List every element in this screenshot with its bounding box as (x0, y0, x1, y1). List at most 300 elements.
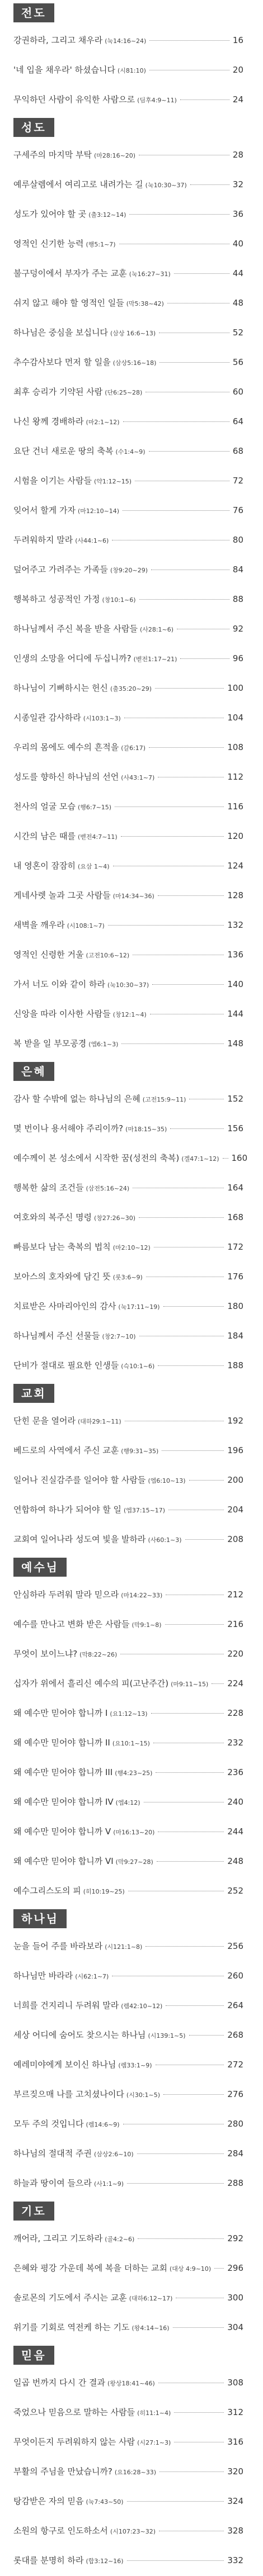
toc-entry[interactable] (13, 1580, 243, 1610)
entry-title: 불구덩이에서 부자가 주는 교훈 (13, 268, 127, 278)
dot-leader (158, 1365, 224, 1366)
toc-entry[interactable] (13, 26, 243, 55)
entry-scripture-ref: (사60:1~3) (148, 1536, 182, 1544)
dot-leader (173, 2327, 224, 2328)
entry-title: 일곱 번까지 다시 간 결과 (13, 2378, 105, 2388)
toc-entry[interactable] (13, 1728, 243, 1758)
toc-entry[interactable] (13, 348, 243, 377)
entry-title: 몇 번이나 용서해야 주리이까? (13, 1123, 124, 1133)
entry-page-number: 116 (227, 801, 243, 812)
entry-scripture-ref: (마14:22~33) (121, 1592, 163, 1599)
toc-entry[interactable] (13, 999, 243, 1029)
entry-scripture-ref: (마16:13~20) (113, 1829, 155, 1836)
toc-entry[interactable] (13, 703, 243, 733)
entry-page-number: 84 (232, 564, 243, 575)
toc-entry[interactable] (13, 407, 243, 437)
entry-page-number: 212 (227, 1590, 243, 1600)
entry-scripture-ref: (창9:20~29) (110, 567, 148, 574)
toc-entry[interactable] (13, 585, 243, 614)
entry-scripture-ref: (엡6:10~13) (148, 1477, 186, 1484)
entry-title: 탕감받은 자의 믿음 (13, 2496, 84, 2506)
entry-title: 치료받은 사마리아인의 감사 (13, 1301, 116, 1311)
entry-list (13, 1932, 243, 2198)
toc-entry[interactable] (13, 2313, 243, 2342)
toc-entry[interactable] (13, 288, 243, 318)
toc-entry[interactable] (13, 1847, 243, 1876)
entry-page-number: 236 (227, 1767, 243, 1777)
dot-leader (158, 895, 224, 896)
entry-scripture-ref: (마2:10~12) (112, 1244, 151, 1251)
entry-title: 가서 너도 이와 같이 하라 (13, 979, 105, 989)
entry-scripture-ref: (마18:15~35) (125, 1126, 167, 1133)
entry-scripture-ref: (왕4:14~16) (132, 2324, 170, 2332)
entry-page-number: 168 (227, 1212, 243, 1222)
entry-title: 왜 예수만 믿어야 합니까 I (13, 1708, 108, 1718)
entry-page-number: 200 (227, 1475, 243, 1485)
entry-page-number: 216 (227, 1619, 243, 1629)
toc-entry[interactable] (13, 525, 243, 555)
entry-scripture-ref: (창27:26~30) (93, 1215, 136, 1222)
toc-entry[interactable] (13, 1262, 243, 1292)
entry-scripture-ref: (막9:1~8) (132, 1621, 162, 1629)
entry-page-number: 208 (227, 1534, 243, 1544)
entry-title: 세상 어디에 숨어도 찾으시는 하나님 (13, 2030, 146, 2040)
dot-leader (189, 1480, 224, 1481)
entry-title: 예루살렘에서 여리고로 내려가는 길 (13, 179, 143, 189)
toc-entry[interactable] (13, 644, 243, 673)
entry-title: 하나님께서 주신 선물들 (13, 1331, 100, 1341)
toc-section (0, 1906, 263, 2198)
entry-page-number: 196 (227, 1445, 243, 1455)
entry-title: 단힌 문을 열어라 (13, 1416, 76, 1426)
entry-page-number: 100 (227, 683, 243, 693)
entry-page-number: 296 (227, 2263, 243, 2273)
entry-title: 하나님의 절대적 주권 (13, 2148, 92, 2158)
toc-entry[interactable] (13, 1787, 243, 1817)
entry-page-number: 44 (232, 268, 243, 278)
dot-leader (151, 1713, 224, 1714)
entry-title: 행복한 삶의 조건들 (13, 1183, 84, 1193)
dot-leader (180, 99, 229, 100)
dot-leader (212, 1683, 224, 1684)
entry-page-number: 244 (227, 1827, 243, 1837)
entry-scripture-ref: (대상 4:9~10) (169, 2265, 212, 2273)
entry-list (13, 2368, 243, 2575)
toc-entry[interactable] (13, 1029, 243, 1059)
entry-page-number: 268 (227, 2030, 243, 2040)
toc-entry[interactable] (13, 1817, 243, 1847)
entry-scripture-ref: (시121:1~8) (105, 1943, 143, 1951)
entry-title: 왜 예수만 믿어야 합니까 III (13, 1767, 113, 1777)
toc-entry[interactable] (13, 881, 243, 910)
toc-entry[interactable] (13, 200, 243, 229)
entry-scripture-ref: (요16:28~33) (114, 2469, 157, 2476)
toc-entry[interactable] (13, 1758, 243, 1787)
entry-title: 추수감사보다 먼저 할 일을 (13, 357, 111, 367)
dot-leader (180, 658, 229, 659)
section-header (13, 1554, 243, 1580)
entry-page-number: 132 (227, 920, 243, 930)
entry-scripture-ref: (시27:1~3) (137, 2439, 171, 2446)
entry-scripture-ref: (골4:2~6) (105, 2236, 135, 2243)
toc-entry[interactable] (13, 1406, 243, 1436)
dot-leader (149, 747, 224, 748)
toc-entry[interactable] (13, 822, 243, 851)
entry-title: 왜 예수만 믿어야 합니까 VI (13, 1856, 114, 1866)
toc-section (0, 1059, 263, 1380)
section-header (13, 115, 243, 140)
entry-title: 죽었으나 믿음으로 말하는 사람들 (13, 2407, 135, 2417)
entry-title: 시간의 남은 때를 (13, 831, 76, 841)
entry-page-number: 88 (232, 594, 243, 604)
toc-entry[interactable] (13, 2546, 243, 2575)
entry-title: 요단 건너 새로운 땅의 축복 (13, 446, 114, 456)
entry-scripture-ref: (마28:16~20) (93, 152, 136, 159)
toc-entry[interactable] (13, 614, 243, 644)
entry-page-number: 20 (232, 65, 243, 75)
toc-entry[interactable] (13, 1436, 243, 1465)
section-badge: 성도 (13, 118, 54, 137)
entry-scripture-ref: (사28:1~6) (139, 626, 174, 633)
toc-entry[interactable] (13, 1232, 243, 1262)
entry-title: 은혜와 평강 가운데 복에 복을 더하는 교회 (13, 2263, 167, 2273)
entry-title: 하나님께서 주신 복을 받을 사람들 (13, 624, 138, 634)
entry-page-number: 28 (232, 150, 243, 160)
toc-section (0, 1554, 263, 1906)
entry-title: 영적인 신기한 능력 (13, 239, 84, 249)
entry-page-number: 152 (227, 1094, 243, 1104)
entry-page-number: 332 (227, 2555, 243, 2565)
entry-page-number: 172 (227, 1242, 243, 1252)
entry-page-number: 228 (227, 1708, 243, 1718)
toc-entry[interactable] (13, 2283, 243, 2313)
toc-entry[interactable] (13, 792, 243, 822)
section-badge: 하나님 (13, 1909, 67, 1928)
entry-title: 최후 승리가 기약된 사람 (13, 387, 103, 397)
dot-leader (139, 1217, 224, 1218)
toc-entry[interactable] (13, 733, 243, 762)
entry-scripture-ref: (창12:1~4) (112, 1011, 147, 1018)
toc-entry[interactable] (13, 1669, 243, 1699)
toc-entry[interactable] (13, 1084, 243, 1114)
entry-list (13, 1406, 243, 1554)
entry-page-number: 128 (227, 890, 243, 900)
entry-page-number: 220 (227, 1649, 243, 1659)
entry-scripture-ref: (삼전5:16~24) (86, 1185, 130, 1192)
entry-title: 무엇이 보이느냐? (13, 1649, 78, 1659)
section-header (13, 0, 243, 26)
entry-title: 우리의 몸에도 예수의 흔적을 (13, 742, 119, 752)
section-badge: 믿음 (13, 2346, 54, 2365)
toc-entry[interactable] (13, 2457, 243, 2487)
toc-entry[interactable] (13, 970, 243, 999)
entry-page-number: 16 (232, 35, 243, 45)
toc-entry[interactable] (13, 910, 243, 940)
dot-leader (190, 184, 229, 185)
toc-entry[interactable] (13, 1465, 243, 1495)
section-badge: 교회 (13, 1384, 54, 1403)
toc-entry[interactable] (13, 140, 243, 170)
entry-title: 왜 예수만 믿어야 합니까 IV (13, 1797, 114, 1807)
entry-scripture-ref: (삼상 16:6~13) (110, 330, 156, 337)
toc-entry[interactable] (13, 762, 243, 792)
entry-title: 천사의 얼굴 모습 (13, 801, 76, 812)
entry-title: 하나님이 기뻐하시는 헌신 (13, 683, 108, 693)
entry-title: 깨어라, 그리고 기도하라 (13, 2233, 103, 2243)
entry-scripture-ref: (시30:1~5) (126, 2091, 161, 2099)
dot-leader (129, 214, 229, 215)
entry-scripture-ref: (시81:10) (117, 67, 146, 74)
toc-entry[interactable] (13, 85, 243, 115)
entry-title: 왜 예수만 믿어야 합니까 V (13, 1827, 111, 1837)
entry-scripture-ref: (출35:20~29) (110, 685, 152, 692)
entry-page-number: 124 (227, 861, 243, 871)
toc-entry[interactable] (13, 2020, 243, 2050)
toc-entry[interactable] (13, 2398, 243, 2427)
section-badge: 예수님 (13, 1558, 67, 1577)
toc-entry[interactable] (13, 851, 243, 881)
toc-entry[interactable] (13, 2427, 243, 2457)
toc-entry[interactable] (13, 496, 243, 525)
entry-title: 강권하라, 그리고 채우라 (13, 35, 103, 45)
toc-entry[interactable] (13, 2487, 243, 2516)
entry-title: 빠름보다 남는 축복의 법칙 (13, 1242, 111, 1252)
entry-page-number: 280 (227, 2119, 243, 2129)
section-badge: 기도 (13, 2202, 54, 2221)
entry-title: 덮어주고 가려주는 가족들 (13, 564, 108, 575)
section-header (13, 2342, 243, 2368)
entry-scripture-ref: (눅10:30~37) (107, 981, 149, 989)
entry-title: 행복하고 성공적인 가정 (13, 594, 100, 604)
entry-page-number: 148 (227, 1038, 243, 1049)
toc-entry[interactable] (13, 1525, 243, 1554)
entry-title: 하나님은 중심을 보십니다 (13, 328, 108, 338)
entry-scripture-ref: (대하29:1~11) (77, 1418, 121, 1425)
entry-title: 하늘과 땅이여 들으라 (13, 2178, 92, 2188)
toc-entry[interactable] (13, 2139, 243, 2169)
toc-entry[interactable] (13, 1991, 243, 2020)
entry-scripture-ref: (막8:22~26) (79, 1651, 118, 1658)
entry-page-number: 176 (227, 1272, 243, 1282)
entry-title: 위기를 기회로 역전케 하는 기도 (13, 2322, 130, 2332)
entry-scripture-ref: (렘14:6~9) (86, 2121, 120, 2128)
toc-entry[interactable] (13, 2109, 243, 2139)
entry-list (13, 26, 243, 115)
toc-entry[interactable] (13, 466, 243, 496)
entry-scripture-ref: (행4:23~25) (115, 1769, 153, 1777)
entry-page-number: 40 (232, 239, 243, 249)
toc-entry[interactable] (13, 1203, 243, 1232)
entry-page-number: 276 (227, 2089, 243, 2099)
dot-leader (174, 2412, 224, 2413)
toc-entry[interactable] (13, 1114, 243, 1144)
entry-scripture-ref: (행6:7~15) (77, 804, 112, 811)
toc-entry[interactable] (13, 1639, 243, 1669)
entry-title: 무엇이든지 두려워하지 않는 사람 (13, 2437, 135, 2447)
dot-leader (152, 984, 224, 985)
toc-entry[interactable] (13, 673, 243, 703)
dot-leader (223, 1158, 228, 1159)
toc-entry[interactable] (13, 437, 243, 466)
entry-page-number: 188 (227, 1360, 243, 1370)
toc-entry[interactable] (13, 1173, 243, 1203)
entry-page-number: 80 (232, 535, 243, 545)
entry-scripture-ref: (히11:1~4) (137, 2409, 171, 2417)
entry-scripture-ref: (왕상18:41~46) (107, 2380, 155, 2387)
entry-title: 쉬지 않고 해야 할 영적인 일들 (13, 298, 124, 308)
entry-page-number: 48 (232, 298, 243, 308)
entry-scripture-ref: (갈6:17) (121, 744, 146, 752)
entry-scripture-ref: (벧전4:7~11) (77, 833, 118, 841)
toc-entry[interactable] (13, 555, 243, 585)
entry-scripture-ref: (막5:38~42) (126, 300, 164, 307)
entry-page-number: 248 (227, 1856, 243, 1866)
entry-title: 교회여 일어나라 성도여 빛을 발하라 (13, 1534, 146, 1544)
toc-section (0, 2342, 263, 2575)
dot-leader (159, 362, 229, 363)
entry-scripture-ref: (시139:1~5) (148, 2032, 186, 2039)
entry-title: 안심하라 두려워 말라 믿으라 (13, 1590, 119, 1600)
toc-entry[interactable] (13, 377, 243, 407)
entry-title: 부활의 주님을 만났습니까? (13, 2466, 112, 2477)
entry-page-number: 164 (227, 1183, 243, 1193)
entry-title: 영적인 신령한 거울 (13, 950, 84, 960)
toc-entry[interactable] (13, 940, 243, 970)
toc-entry[interactable] (13, 229, 243, 259)
entry-page-number: 96 (232, 653, 243, 663)
entry-title: 단비가 절대로 필요한 인생들 (13, 1360, 119, 1370)
dot-leader (156, 1772, 224, 1773)
dot-leader (127, 2183, 224, 2184)
entry-page-number: 120 (227, 831, 243, 841)
toc-entry[interactable] (13, 1321, 243, 1351)
toc-entry[interactable] (13, 318, 243, 348)
toc-entry[interactable] (13, 2368, 243, 2398)
entry-page-number: 112 (227, 772, 243, 782)
entry-page-number: 92 (232, 624, 243, 634)
entry-title: 인생의 소망을 어디에 두십니까? (13, 653, 132, 663)
entry-scripture-ref: (시108:1~7) (67, 922, 105, 929)
entry-scripture-ref: (고전15:9~11) (142, 1096, 186, 1103)
entry-scripture-ref: (요10:1~15) (112, 1740, 150, 1747)
entry-title: 모두 주의 것입니다 (13, 2119, 84, 2129)
entry-scripture-ref: (행5:1~7) (86, 241, 116, 248)
entry-scripture-ref: (요1:12~13) (110, 1710, 148, 1718)
toc-entry[interactable] (13, 2254, 243, 2283)
dot-leader (108, 925, 224, 926)
entry-page-number: 312 (227, 2407, 243, 2417)
toc-entry[interactable] (13, 170, 243, 200)
dot-leader (170, 1128, 224, 1129)
toc-entry[interactable] (13, 1932, 243, 1961)
entry-title: 연합하여 하나가 되어야 할 일 (13, 1505, 121, 1515)
entry-scripture-ref: (요삼 1~4) (77, 863, 110, 870)
entry-title: 하나님만 바라라 (13, 1971, 73, 1981)
dot-leader (214, 2268, 224, 2269)
entry-scripture-ref: (엡37:15~17) (123, 1507, 166, 1514)
entry-title: 잊어서 할게 가자 (13, 505, 76, 515)
toc-entry[interactable] (13, 2050, 243, 2080)
entry-title: 소원의 항구로 인도하소서 (13, 2526, 108, 2536)
toc-entry[interactable] (13, 1351, 243, 1380)
entry-page-number: 32 (232, 179, 243, 189)
entry-page-number: 144 (227, 1009, 243, 1019)
entry-page-number: 264 (227, 2000, 243, 2010)
section-header (13, 1380, 243, 1406)
dot-leader (139, 599, 229, 600)
entry-scripture-ref: (눅17:11~19) (118, 1303, 160, 1311)
entry-title: 부르짖으매 나를 고치셨나이다 (13, 2089, 124, 2099)
entry-page-number: 252 (227, 1886, 243, 1896)
dot-leader (137, 2153, 224, 2154)
toc-entry[interactable] (13, 55, 243, 85)
dot-leader (185, 1539, 224, 1540)
toc-section (0, 0, 263, 115)
entry-title: 십자가 위에서 흘리신 예수의 피(고난주간) (13, 1678, 169, 1688)
entry-scripture-ref: (엡6:1~3) (88, 1041, 119, 1048)
section-badge: 전도 (13, 3, 54, 22)
entry-title: 롯대를 분명히 하라 (13, 2555, 84, 2565)
toc-entry[interactable] (13, 1292, 243, 1321)
entry-page-number: 240 (227, 1797, 243, 1807)
entry-scripture-ref: (렘42:10~12) (121, 2003, 163, 2010)
entry-title: 무익하던 사람이 유익한 사람으로 (13, 94, 135, 105)
toc-entry[interactable] (13, 2080, 243, 2109)
toc-entry[interactable] (13, 1699, 243, 1728)
toc-entry[interactable] (13, 259, 243, 288)
dot-leader (123, 510, 229, 511)
entry-page-number: 288 (227, 2178, 243, 2188)
entry-page-number: 224 (227, 1678, 243, 1688)
entry-title: 신앙을 따라 이사한 사람들 (13, 1009, 111, 1019)
toc-entry[interactable] (13, 1876, 243, 1906)
entry-page-number: 304 (227, 2322, 243, 2332)
toc-entry[interactable] (13, 2224, 243, 2254)
entry-page-number: 64 (232, 416, 243, 426)
entry-scripture-ref: (눅10:30~37) (145, 182, 187, 189)
entry-title: 예수를 만나고 변화 받은 사람들 (13, 1619, 130, 1629)
entry-page-number: 136 (227, 950, 243, 960)
entry-page-number: 36 (232, 209, 243, 219)
entry-page-number: 56 (232, 357, 243, 367)
toc-entry[interactable] (13, 2169, 243, 2198)
toc-entry[interactable] (13, 1610, 243, 1639)
dot-leader (127, 2501, 224, 2502)
entry-title: 성도를 향하신 하나님의 선언 (13, 772, 119, 782)
entry-page-number: 232 (227, 1738, 243, 1748)
entry-scripture-ref: (눅14:16~24) (105, 37, 147, 45)
toc-entry[interactable] (13, 1495, 243, 1525)
dot-leader (145, 1946, 224, 1947)
entry-scripture-ref: (수1:4~9) (115, 448, 145, 456)
dot-leader (166, 2005, 224, 2006)
dot-leader (165, 1624, 224, 1625)
entry-page-number: 204 (227, 1505, 243, 1515)
toc-entry[interactable] (13, 1961, 243, 1991)
dot-leader (189, 2035, 224, 2036)
entry-scripture-ref: (마2:1~12) (86, 419, 120, 426)
entry-scripture-ref: (딤후4:9~11) (137, 97, 177, 104)
entry-list (13, 1084, 248, 1380)
entry-page-number: 192 (227, 1416, 243, 1426)
entry-scripture-ref: (시107:23~32) (110, 2528, 156, 2535)
entry-page-number: 184 (227, 1331, 243, 1341)
entry-scripture-ref: (출3:12~14) (88, 211, 126, 219)
entry-title: 내 영혼이 잠잠히 (13, 861, 76, 871)
toc-entry[interactable] (13, 2516, 243, 2546)
toc-entry[interactable] (13, 1144, 248, 1173)
entry-page-number: 156 (227, 1123, 243, 1133)
